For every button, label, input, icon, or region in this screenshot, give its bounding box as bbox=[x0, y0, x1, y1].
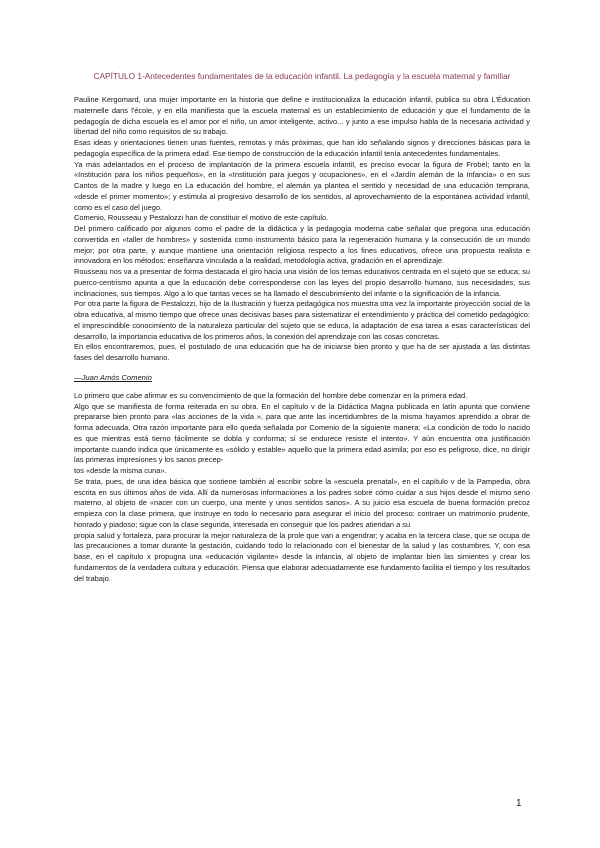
document-page bbox=[74, 70, 530, 584]
chapter-title: CAPÍTULO 1-Antecedentes fundamentales de la educación infantil. La pedagogía y la escuela maternal y familiar bbox=[93, 71, 511, 81]
paragraph: Pauline Kergomard, una mujer importante en la historia que define e institucionaliza la educación infantil, publica su obra L'Éducation maternelle dans l'école, y en ella manifiesta que la escuela maternal es un establecimiento de educación y que el fundamento de la pedagogía de dicha escuela es el amor por el niño, un amor inteligente, activo... y junto a ese impulso habla de la necesaria actividad y libertad del niño como requisitos de su trabajo. bbox=[74, 95, 530, 137]
paragraph: En ellos encontraremos, pues, el postulado de una educación que ha de iniciarse bien pronto y que ha de ser ajustada a las distintas fases del desarrollo humano. bbox=[74, 342, 530, 362]
paragraph: Rousseau nos va a presentar de forma destacada el giro hacia una visión de los temas educativos centrada en el sujeto que se educa; su puerco-centrismo apunta a que la educación debe corresponderse con las leyes del propio desarrollo humano, sus necesidades, sus inclinaciones, sus tiempos. Algo a lo que tantas veces se ha llamado el descubrimiento del infante o la significación de la infancia. bbox=[74, 267, 530, 298]
paragraph: Comenio, Rousseau y Pestalozzi han de constituir el motivo de este capítulo. bbox=[74, 213, 329, 223]
paragraph: tos «desde la misma cuna». bbox=[74, 466, 167, 475]
paragraph: Se trata, pues, de una idea básica que sostiene también al escribir sobre la «escuela prenatal», en el capítulo v de la Pampedia, obra escrita en sus últimos años de vida. Allí da numerosas informaciones a los padres sobre cómo cuidar a sus hijos desde el mismo seno materno, al objeto de «nacer con un cuerpo, una mente y unos sentidos sanos». A su juicio esa escuela de buena formación precoz empieza con la clase primera, que instruye en todo lo necesario para asegurar el inicio del proceso: contraer un matrimonio prudente, honrado y piadoso; sigue con la clase segunda, interesada en conseguir que los padres atiendan a su bbox=[74, 476, 530, 529]
paragraph: Ya más adelantados en el proceso de implantación de la primera escuela infantil, es preciso evocar la figura de Frobel; tanto en la «Institución para los niños pequeños», en la «Institución para juegos y ocupaciones», en el «Jardín alemán de la Infancia» o en sus Cantos de la madre y luego en La educación del hombre, el alemán ya plantea el sentido y necesidad de una educación temprana, «desde el primer momento»; y estimula al progresivo desarrollo de los sentidos, al aprovechamiento de la espontánea actividad infantil, como es el caso del juego. bbox=[74, 159, 530, 212]
page-number: 1 bbox=[516, 798, 522, 809]
paragraph: Esas ideas y orientaciones tienen unas fuentes, remotas y más próximas, que han ido señalando signos y direcciones básicas para la pedagogía específica de la primera edad. Ese tiempo de construcción de la educación infantil tenía antecedentes fundamentales. bbox=[74, 138, 530, 158]
paragraph: Por otra parte la figura de Pestalozzi, hijo de la Ilustración y fuerza pedagógica nos muestra otra vez la importante proyección social de la obra educativa, al mismo tiempo que ofrece unas decisivas bases para sistematizar el entendimiento y práctica del cometido pedagógico: el imprescindible conocimiento de la naturaleza particular del sujeto que se educa, la adaptación de esa tarea a esas características del desarrollo, la importancia educativa de los primeros años, la conexión del aprendizaje con las cosas concretas. bbox=[74, 299, 530, 341]
section-heading: —Juan Amós Comenio bbox=[74, 372, 152, 382]
paragraph: Lo primero que cabe afirmar es su convencimiento de que la formación del hombre debe comenzar en la primera edad. bbox=[74, 390, 468, 400]
paragraph: propia salud y fortaleza, para procurar la mejor naturaleza de la prole que van a engendrar; y acaba en la tercera clase, que se ocupa de las precauciones a tomar durante la gestación, cuidando todo lo relacionado con el bienestar de la salud y las costumbres. Y, con esa base, en el capítulo x propugna una «educación vigilante» desde la infancia, al objeto de implantar bien las simientes y crear los fundamentos de la verdadera cultura y educación. Piensa que elaborar adecuadamente ese fundamento facilita el tiempo y los resultados del trabajo. bbox=[74, 530, 530, 583]
paragraph: Del primero calificado por algunos como el padre de la didáctica y la pedagogía moderna cabe señalar que pregona una educación convertida en «taller de hombres» y sostenida como instrumento básico para la regeneración humana y la consecución de un mundo mejor; por otra parte, y aunque mantiene una orientación religiosa respecto a los fines educativos, ofrece una propuesta realista e innovadora en los métodos: enseñanza vinculada a la realidad, metodología activa, gradación en el aprendizaje. bbox=[74, 224, 530, 266]
section-intro bbox=[74, 95, 530, 364]
section-comenio bbox=[74, 391, 530, 585]
paragraph: Algo que se manifiesta de forma reiterada en su obra. En el capítulo v de la Didáctica Magna publicada en latín apunta que conviene prepararse bien pronto para «las acciones de la vida », para que ante las incertidumbres de la misma hayamos aprendido a obrar de forma adecuada. Otra razón importante para ello queda señalada por Comenio de la siguiente manera: «La condición de todo lo nacido es que mientras está tierno fácilmente se dobla y conforma; si se endurece resiste el intento». Y aún encuentra otra justificación importante cuando indica que únicamente es «sólido y estable» aquello que la primera edad asimila; por eso es peligroso, dice, no dirigir las primeras impresiones y los sanos precep- bbox=[74, 401, 530, 465]
